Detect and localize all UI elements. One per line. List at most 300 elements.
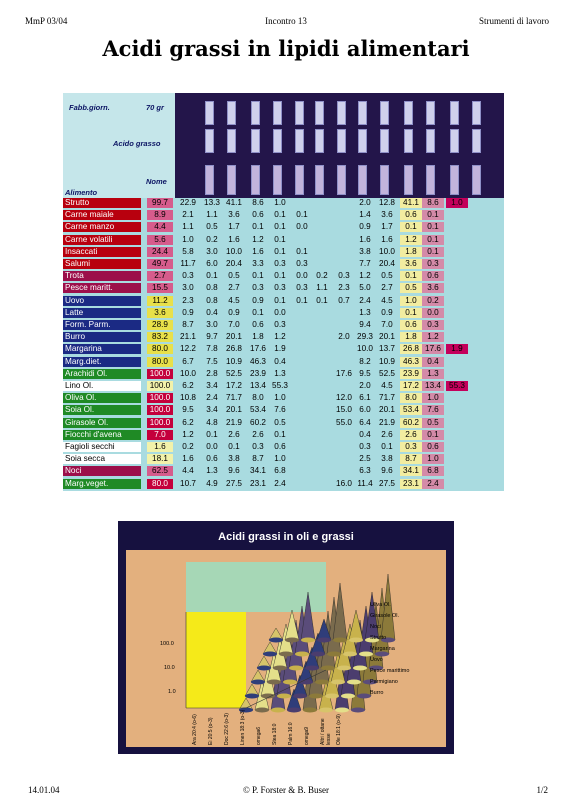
table-cell: 0.5 — [381, 271, 393, 281]
table-cell: 17.6 — [422, 344, 444, 354]
row-name: Lino Ol. — [63, 381, 141, 391]
table-cell: 1.1 — [182, 222, 194, 232]
table-cell — [291, 357, 313, 367]
table-cell — [311, 442, 333, 452]
table-cell — [311, 210, 333, 220]
row-total: 2.7 — [147, 271, 173, 281]
table-cell — [291, 308, 313, 318]
table-cell: 55.3 — [446, 381, 468, 391]
table-cell: 71.7 — [379, 393, 395, 403]
table-cell: 6.8 — [274, 466, 286, 476]
table-cell — [446, 393, 468, 403]
table-cell: 0.1 — [252, 271, 264, 281]
table-cell: 1.3 — [206, 466, 218, 476]
chart-cone-base — [267, 680, 281, 685]
header-right: Strumenti di lavoro — [479, 16, 549, 26]
table-cell: 0.1 — [206, 429, 218, 439]
chart-cone-base — [285, 638, 299, 643]
table-cell: 4.4 — [182, 466, 194, 476]
chart-cone-base — [349, 638, 363, 643]
table-cell: 9.7 — [206, 332, 218, 342]
chart-cone-base — [301, 638, 315, 643]
table-cell — [446, 308, 468, 318]
table-cell: 13.4 — [250, 381, 266, 390]
table-cell: 0.1 — [228, 442, 240, 451]
row-total: 7.0 — [147, 430, 173, 440]
table-row — [63, 454, 504, 464]
legend-item: Parmigiano — [370, 679, 398, 685]
chart-cone-base — [351, 708, 365, 713]
table-cell — [311, 222, 333, 232]
label-fabb: Fabb.giorn. — [69, 103, 110, 112]
table-cell — [333, 344, 355, 354]
chart-cone-base — [337, 666, 351, 671]
table-cell: 10.0 — [379, 246, 395, 256]
chart-cone-base — [331, 680, 345, 685]
legend-item: Girasole Ol. — [370, 613, 400, 619]
table-cell — [333, 198, 355, 208]
chart-cone-base — [273, 666, 287, 671]
table-cell: 1.6 — [252, 246, 264, 256]
table-cell: 8.6 — [252, 198, 264, 207]
table-cell: 12.2 — [180, 344, 196, 354]
table-cell: 0.9 — [182, 307, 194, 317]
chart-title: Acidi grassi in oli e grassi — [218, 531, 354, 543]
table-cell — [311, 369, 333, 379]
chart-cone-base — [347, 680, 361, 685]
header-tag — [295, 165, 304, 195]
legend-item: Uovo — [370, 657, 383, 663]
table-header-labels — [63, 93, 175, 198]
table-cell: 7.6 — [274, 405, 286, 415]
table-row — [63, 479, 504, 489]
table-cell — [291, 320, 313, 330]
table-cell — [446, 222, 468, 232]
table-cell: 8.2 — [359, 356, 371, 366]
chart-cone-base — [315, 680, 329, 685]
table-row — [63, 442, 504, 452]
table-cell: 1.6 — [359, 234, 371, 244]
table-cell: 53.4 — [400, 405, 422, 415]
table-cell: 0.3 — [274, 283, 286, 293]
table-cell: 2.8 — [206, 368, 218, 378]
table-cell: 0.8 — [206, 283, 218, 293]
chart-cone-base — [293, 694, 307, 699]
table-row — [63, 235, 504, 245]
table-cell — [446, 454, 468, 464]
header-tag — [426, 165, 435, 195]
row-name: Arachidi Ol. — [63, 369, 141, 379]
row-name: Form. Parm. — [63, 320, 141, 330]
table-cell: 0.1 — [381, 442, 393, 451]
table-cell: 1.6 — [228, 234, 240, 244]
fatty-acid-table — [63, 93, 504, 491]
chart-cone-base — [321, 666, 335, 671]
table-cell: 8.0 — [252, 393, 264, 403]
chart-cone-base — [359, 652, 373, 657]
x-axis-label: Ole 18:1 (o-9) — [336, 714, 342, 745]
table-cell — [311, 405, 333, 415]
table-cell: 0.1 — [296, 295, 308, 305]
chart-cone-base — [283, 680, 297, 685]
table-cell: 3.6 — [422, 283, 444, 293]
chart-cone-base — [341, 694, 355, 699]
header-tag — [404, 165, 413, 195]
table-cell: 21.9 — [379, 417, 395, 427]
y-tick-100: 100.0 — [160, 641, 174, 647]
header-tag — [404, 101, 413, 125]
table-cell: 2.4 — [422, 479, 444, 489]
table-cell: 5.0 — [359, 283, 371, 293]
table-cell: 3.0 — [206, 246, 218, 256]
table-row — [63, 296, 504, 306]
table-row — [63, 466, 504, 476]
table-cell: 7.0 — [381, 320, 393, 329]
table-cell — [333, 222, 355, 232]
table-row — [63, 418, 504, 428]
table-cell: 1.4 — [359, 210, 371, 220]
table-cell — [333, 442, 355, 452]
table-cell: 2.3 — [338, 283, 350, 293]
table-cell: 1.0 — [274, 454, 286, 464]
table-cell: 1.3 — [422, 369, 444, 379]
table-cell: 10.0 — [180, 368, 196, 378]
table-cell — [333, 454, 355, 464]
header-tag — [358, 129, 367, 153]
table-cell: 0.0 — [274, 307, 286, 317]
header-tag — [251, 101, 260, 125]
table-cell — [311, 357, 333, 367]
table-cell — [291, 479, 313, 489]
chart-cone-base — [305, 666, 319, 671]
chart-cone-base — [289, 666, 303, 671]
row-total: 5.6 — [147, 235, 173, 245]
header-left: MmP 03/04 — [25, 16, 68, 26]
chart-cone-base — [375, 652, 389, 657]
row-name: Carne volatili — [63, 235, 141, 245]
table-cell: 27.5 — [379, 478, 395, 488]
table-cell: 55.0 — [336, 417, 352, 427]
row-name: Salumi — [63, 259, 141, 269]
table-cell: 17.6 — [250, 344, 266, 354]
table-cell: 9.6 — [228, 466, 240, 476]
table-cell: 26.8 — [226, 344, 242, 354]
row-total: 100.0 — [147, 369, 173, 379]
legend-item: Pesce marittimo — [370, 668, 410, 674]
table-cell — [311, 418, 333, 428]
header-tag — [380, 101, 389, 125]
table-cell: 23.1 — [400, 479, 422, 489]
table-cell: 0.1 — [274, 295, 286, 305]
row-name: Latte — [63, 308, 141, 318]
header-tag — [337, 165, 346, 195]
header-tag — [426, 101, 435, 125]
table-cell: 1.0 — [422, 393, 444, 403]
table-row — [63, 332, 504, 342]
row-total: 80.0 — [147, 357, 173, 367]
header-tag — [273, 165, 282, 195]
table-cell: 60.2 — [400, 418, 422, 428]
table-cell — [333, 430, 355, 440]
header-tag — [205, 129, 214, 153]
table-row — [63, 430, 504, 440]
table-cell: 0.0 — [296, 271, 308, 281]
legend-item: Noci — [370, 624, 382, 630]
table-cell: 0.0 — [206, 442, 218, 451]
table-cell: 17.6 — [336, 368, 352, 378]
table-cell: 1.7 — [381, 222, 393, 232]
row-name: Uovo — [63, 296, 141, 306]
table-cell: 55.3 — [272, 381, 288, 390]
table-row — [63, 381, 504, 391]
table-row — [63, 344, 504, 354]
header-tag — [273, 101, 282, 125]
table-cell: 0.3 — [400, 442, 422, 452]
row-name: Burro — [63, 332, 141, 342]
table-cell: 9.4 — [359, 320, 371, 329]
table-cell: 16.0 — [336, 478, 352, 488]
table-cell: 2.1 — [182, 210, 194, 220]
header-tag — [205, 101, 214, 125]
row-total: 100.0 — [147, 393, 173, 403]
table-cell: 0.9 — [359, 222, 371, 232]
row-total: 99.7 — [147, 198, 173, 208]
row-total: 11.2 — [147, 296, 173, 306]
table-cell — [311, 454, 333, 464]
table-cell: 0.1 — [400, 222, 422, 232]
table-cell: 0.4 — [274, 356, 286, 366]
table-cell: 17.2 — [400, 381, 422, 391]
table-cell: 3.0 — [206, 320, 218, 329]
row-name: Marg.veget. — [63, 479, 141, 489]
table-cell: 52.5 — [379, 368, 395, 378]
table-cell: 2.4 — [274, 478, 286, 488]
row-name: Insaccati — [63, 247, 141, 257]
x-axis-label: Ara 20:4 (o-6) — [192, 714, 198, 745]
label-alimento: Alimento — [65, 188, 98, 197]
table-row — [63, 320, 504, 330]
table-cell: 0.6 — [206, 454, 218, 464]
table-cell: 2.6 — [400, 430, 422, 440]
table-cell: 0.1 — [422, 247, 444, 257]
table-cell — [291, 418, 313, 428]
table-cell: 20.4 — [379, 259, 395, 268]
table-cell: 0.1 — [274, 246, 286, 256]
label-acido: Acido grasso — [113, 139, 161, 148]
table-cell: 0.3 — [274, 320, 286, 329]
table-cell — [291, 430, 313, 440]
row-name: Margarina — [63, 344, 141, 354]
table-cell: 10.0 — [226, 246, 242, 256]
table-cell: 9.6 — [381, 466, 393, 476]
table-cell: 0.4 — [422, 357, 444, 367]
row-name: Soia secca — [63, 454, 141, 464]
table-row — [63, 210, 504, 220]
row-total: 18.1 — [147, 454, 173, 464]
table-cell: 0.1 — [274, 271, 286, 281]
header-tag — [227, 165, 236, 195]
table-cell: 3.8 — [359, 246, 371, 256]
table-row — [63, 283, 504, 293]
row-name: Pesce maritt. — [63, 283, 141, 293]
row-name: Carne maiale — [63, 210, 141, 220]
table-header — [63, 93, 504, 198]
chart-cone-base — [325, 694, 339, 699]
table-cell — [291, 198, 313, 208]
table-row — [63, 198, 504, 208]
table-cell: 1.2 — [422, 332, 444, 342]
table-cell: 1.8 — [400, 332, 422, 342]
row-total: 49.7 — [147, 259, 173, 269]
table-cell: 1.0 — [422, 454, 444, 464]
header-tag — [337, 129, 346, 153]
table-cell: 1.0 — [446, 198, 468, 208]
table-cell — [311, 344, 333, 354]
table-cell: 0.1 — [274, 429, 286, 439]
table-cell: 2.7 — [228, 283, 240, 293]
header-tag — [205, 165, 214, 195]
table-cell: 0.2 — [316, 271, 328, 281]
table-cell: 60.2 — [250, 417, 266, 427]
table-cell: 3.4 — [206, 405, 218, 415]
table-cell — [311, 308, 333, 318]
chart-cone-base — [333, 638, 347, 643]
table-cell — [311, 320, 333, 330]
table-cell — [311, 259, 333, 269]
table-cell — [311, 466, 333, 476]
table-cell: 1.9 — [446, 344, 468, 354]
table-cell — [291, 454, 313, 464]
row-total: 80.0 — [147, 344, 173, 354]
table-cell: 0.6 — [274, 442, 286, 451]
table-cell: 3.8 — [381, 454, 393, 464]
table-cell — [446, 235, 468, 245]
table-cell: 1.9 — [274, 344, 286, 354]
header-tag — [358, 165, 367, 195]
table-cell — [311, 247, 333, 257]
table-cell: 0.3 — [296, 259, 308, 268]
table-cell: 1.0 — [274, 393, 286, 403]
table-cell — [291, 235, 313, 245]
table-cell: 3.3 — [252, 259, 264, 268]
chart-cone-base — [353, 666, 367, 671]
table-row — [63, 222, 504, 232]
table-cell — [311, 198, 333, 208]
table-cell — [446, 259, 468, 269]
row-name: Fiocchi d'avena — [63, 430, 141, 440]
table-cell: 1.1 — [206, 210, 218, 220]
table-cell — [446, 418, 468, 428]
row-name: Noci — [63, 466, 141, 476]
chart-cone-base — [295, 652, 309, 657]
table-cell — [311, 479, 333, 489]
table-cell — [291, 381, 313, 391]
table-cell — [446, 271, 468, 281]
table-cell: 2.5 — [359, 454, 371, 464]
row-total: 15.5 — [147, 283, 173, 293]
header-tag — [315, 101, 324, 125]
table-cell: 1.2 — [274, 332, 286, 342]
table-cell: 4.9 — [206, 478, 218, 488]
row-name: Carne manzo — [63, 222, 141, 232]
table-cell: 0.1 — [274, 222, 286, 232]
table-cell — [446, 247, 468, 257]
table-cell: 2.0 — [359, 198, 371, 207]
table-cell: 2.6 — [381, 429, 393, 439]
table-cell: 34.1 — [400, 466, 422, 476]
table-cell — [333, 247, 355, 257]
table-cell: 4.5 — [381, 381, 393, 390]
header-tag — [227, 129, 236, 153]
table-cell: 1.0 — [182, 234, 194, 244]
table-cell: 7.8 — [206, 344, 218, 354]
table-cell: 21.9 — [226, 417, 242, 427]
table-cell: 21.1 — [180, 332, 196, 342]
table-cell: 41.1 — [400, 198, 422, 208]
table-cell: 46.3 — [400, 357, 422, 367]
table-cell: 10.7 — [180, 478, 196, 488]
table-cell — [446, 210, 468, 220]
header-tag — [450, 101, 459, 125]
table-cell: 0.5 — [228, 271, 240, 281]
table-cell: 8.0 — [400, 393, 422, 403]
row-name: Strutto — [63, 198, 141, 208]
table-cell: 0.3 — [182, 271, 194, 281]
table-cell: 2.7 — [381, 283, 393, 293]
table-cell: 52.5 — [226, 368, 242, 378]
table-cell — [311, 381, 333, 391]
header-tag — [404, 129, 413, 153]
table-cell: 0.1 — [400, 271, 422, 281]
table-cell: 0.1 — [274, 234, 286, 244]
table-cell: 8.7 — [182, 320, 194, 329]
legend-item: Uliva Ol. — [370, 602, 391, 608]
header-tag — [472, 129, 481, 153]
table-cell: 20.1 — [379, 332, 395, 342]
table-cell: 3.6 — [400, 259, 422, 269]
table-cell: 0.6 — [252, 320, 264, 329]
table-cell: 10.0 — [357, 344, 373, 354]
table-cell: 0.9 — [252, 295, 264, 305]
table-cell: 0.0 — [296, 222, 308, 232]
table-cell — [291, 332, 313, 342]
table-row — [63, 393, 504, 403]
chart-cone-base — [257, 666, 271, 671]
table-cell: 2.6 — [228, 429, 240, 439]
header-tag — [315, 129, 324, 153]
table-cell: 22.9 — [180, 198, 196, 207]
table-cell: 5.8 — [182, 246, 194, 256]
table-cell: 0.1 — [422, 222, 444, 232]
table-cell: 20.1 — [226, 405, 242, 415]
header-tag — [227, 101, 236, 125]
table-cell — [446, 442, 468, 452]
row-total: 100.0 — [147, 418, 173, 428]
header-tag — [251, 129, 260, 153]
header-tag — [380, 165, 389, 195]
row-total: 83.2 — [147, 332, 173, 342]
table-row — [63, 271, 504, 281]
table-cell: 17.2 — [226, 381, 242, 390]
chart-plot — [126, 550, 446, 747]
table-cell — [446, 283, 468, 293]
table-cell: 0.5 — [274, 417, 286, 427]
table-cell — [333, 466, 355, 476]
row-name: Marg.diet. — [63, 357, 141, 367]
table-cell — [311, 332, 333, 342]
header-center: Incontro 13 — [265, 16, 307, 26]
table-cell — [333, 320, 355, 330]
